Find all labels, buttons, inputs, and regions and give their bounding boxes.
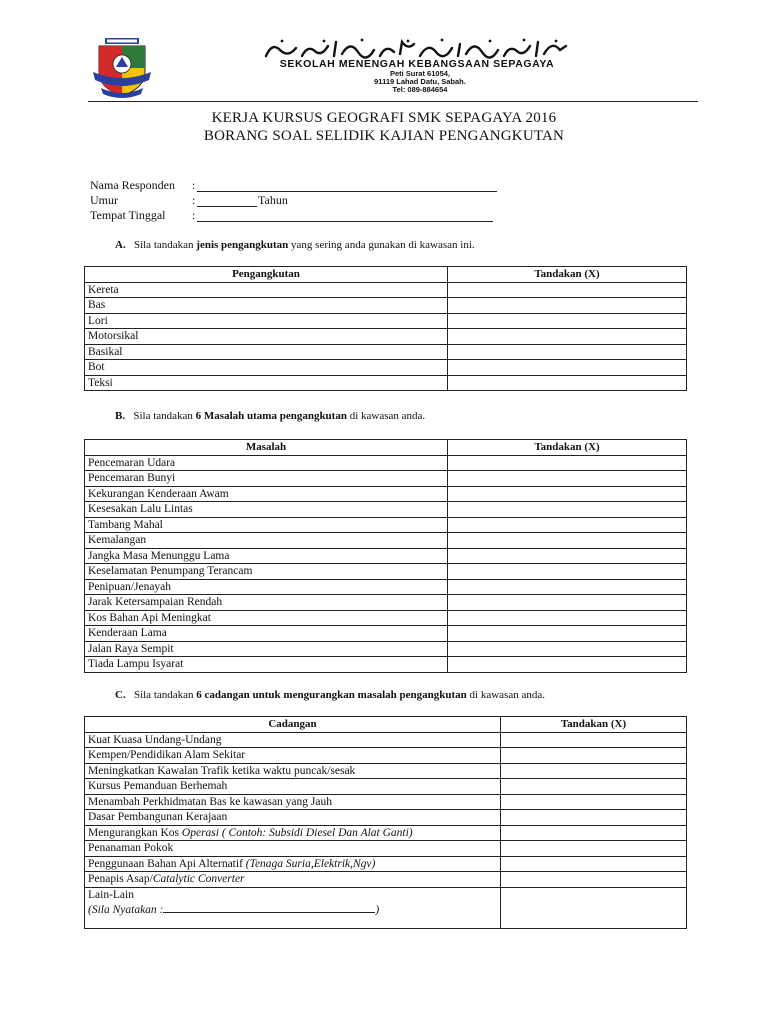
respondent-info <box>0 178 768 228</box>
table-row <box>85 810 687 826</box>
row-label <box>85 810 501 826</box>
mark-cell[interactable] <box>501 794 687 810</box>
row-label-text: Penapis Asap/ <box>88 873 153 886</box>
other-hint-close: ) <box>375 903 380 916</box>
instruction-text: di kawasan anda. <box>346 410 426 422</box>
mark-cell[interactable] <box>448 548 687 564</box>
mark-cell[interactable] <box>501 763 687 779</box>
mark-cell[interactable] <box>448 502 687 518</box>
colon: : <box>192 208 196 222</box>
instruction-text: Sila tandakan <box>133 689 197 701</box>
table-row <box>85 779 687 795</box>
row-label: Tambang Mahal <box>85 517 448 533</box>
mark-cell[interactable] <box>448 471 687 487</box>
table-row <box>85 794 687 810</box>
instruction-text: Sila tandakan <box>133 239 197 251</box>
school-phone: Tel: 089-884654 <box>392 85 448 94</box>
row-label: Keselamatan Penumpang Terancam <box>85 564 448 580</box>
table-row <box>85 486 687 502</box>
row-label: Penipuan/Jenayah <box>85 579 448 595</box>
row-label: Kekurangan Kenderaan Awam <box>85 486 448 502</box>
row-label: Tiada Lampu Isyarat <box>85 657 448 673</box>
table-row <box>85 641 687 657</box>
table-row <box>85 610 687 626</box>
row-label-italic: (Tenaga Suria,Elektrik,Ngv) <box>245 857 376 870</box>
mark-cell[interactable] <box>448 313 687 329</box>
row-label: Jangka Masa Menunggu Lama <box>85 548 448 564</box>
table-row <box>85 763 687 779</box>
mark-cell[interactable] <box>501 732 687 748</box>
table-row <box>85 298 687 314</box>
table-row <box>85 657 687 673</box>
mark-cell[interactable] <box>501 872 687 888</box>
section-letter: A. <box>115 239 126 251</box>
row-label-text: Dasar Pembangunan Kerajaan <box>88 811 228 824</box>
table-row <box>85 564 687 580</box>
row-label <box>85 887 501 928</box>
mark-cell[interactable] <box>448 375 687 391</box>
age-unit: Tahun <box>258 193 288 207</box>
instruction-emphasis: jenis pengangkutan <box>196 239 289 251</box>
mark-cell[interactable] <box>501 856 687 872</box>
mark-cell[interactable] <box>448 626 687 642</box>
row-label <box>85 841 501 857</box>
row-label: Basikal <box>85 344 448 360</box>
mark-cell[interactable] <box>448 455 687 471</box>
row-label: Bot <box>85 360 448 376</box>
row-label <box>85 748 501 764</box>
instruction-text: Sila tandakan <box>133 410 196 422</box>
mark-cell[interactable] <box>501 825 687 841</box>
row-label: Kesesakan Lalu Lintas <box>85 502 448 518</box>
column-header: Tandakan (X) <box>448 440 687 456</box>
mark-cell[interactable] <box>448 610 687 626</box>
section-b-instruction <box>115 410 425 422</box>
table-row <box>85 471 687 487</box>
instruction-emphasis: 6 cadangan untuk mengurangkan masalah pengangkutan <box>196 689 467 701</box>
mark-cell[interactable] <box>448 329 687 345</box>
instruction-text: di kawasan anda. <box>466 689 545 701</box>
mark-cell[interactable] <box>501 810 687 826</box>
transport-type-table <box>84 266 687 391</box>
table-row <box>85 626 687 642</box>
table-row <box>85 533 687 549</box>
instruction-emphasis: 6 Masalah utama pengangkutan <box>195 410 347 422</box>
table-row <box>85 329 687 345</box>
row-label: Jarak Ketersampaian Rendah <box>85 595 448 611</box>
mark-cell[interactable] <box>448 486 687 502</box>
jawi-script-banner <box>262 38 570 60</box>
row-label: Pencemaran Udara <box>85 455 448 471</box>
row-label-text: Kempen/Pendidikan Alam Sekitar <box>88 749 246 762</box>
other-hint-open: (Sila Nyatakan : <box>88 903 164 916</box>
respondent-name-label: Nama Responden <box>90 178 175 192</box>
row-label-text: Kuat Kuasa Undang-Undang <box>88 733 222 746</box>
section-c-instruction <box>115 689 545 701</box>
row-label: Kereta <box>85 282 448 298</box>
row-label-text: Kursus Pemanduan Berhemah <box>88 780 228 793</box>
column-header: Pengangkutan <box>85 267 448 283</box>
row-label <box>85 763 501 779</box>
mark-cell[interactable] <box>448 564 687 580</box>
row-label: Bas <box>85 298 448 314</box>
residence-label: Tempat Tinggal <box>90 208 166 222</box>
table-row <box>85 517 687 533</box>
section-letter: C. <box>115 689 126 701</box>
table-row <box>85 579 687 595</box>
row-label <box>85 794 501 810</box>
row-label-text: Penggunaan Bahan Api Alternatif <box>88 857 246 870</box>
row-label-text: Penanaman Pokok <box>88 842 174 855</box>
section-a-instruction <box>115 239 475 251</box>
mark-cell[interactable] <box>448 641 687 657</box>
school-name: SEKOLAH MENENGAH KEBANGSAAN SEPAGAYA <box>279 58 555 70</box>
school-crest-logo <box>91 38 153 98</box>
row-label: Pencemaran Bunyi <box>85 471 448 487</box>
row-label: Kemalangan <box>85 533 448 549</box>
form-subtitle: BORANG SOAL SELIDIK KAJIAN PENGANGKUTAN <box>203 128 565 144</box>
table-row <box>85 375 687 391</box>
mark-cell[interactable] <box>448 344 687 360</box>
row-label <box>85 779 501 795</box>
header-divider <box>88 101 698 102</box>
row-label <box>85 856 501 872</box>
row-label: Teksi <box>85 375 448 391</box>
other-specify-field[interactable] <box>163 902 375 913</box>
column-header: Cadangan <box>85 717 501 733</box>
school-address-line-1: Peti Surat 61054, <box>389 69 451 78</box>
form-title: KERJA KURSUS GEOGRAFI SMK SEPAGAYA 2016 <box>211 110 557 126</box>
table-row <box>85 282 687 298</box>
row-label: Kos Bahan Api Meningkat <box>85 610 448 626</box>
colon: : <box>192 178 196 192</box>
mark-cell[interactable] <box>448 579 687 595</box>
mark-cell[interactable] <box>448 282 687 298</box>
row-label-italic: Catalytic Converter <box>152 873 245 886</box>
table-row <box>85 732 687 748</box>
row-label <box>85 732 501 748</box>
row-label-text: Menambah Perkhidmatan Bas ke kawasan yang Jauh <box>88 795 332 808</box>
mark-cell[interactable] <box>448 360 687 376</box>
table-row <box>85 455 687 471</box>
row-label <box>85 825 501 841</box>
mark-cell[interactable] <box>448 517 687 533</box>
mark-cell[interactable] <box>501 779 687 795</box>
instruction-text: yang sering anda gunakan di kawasan ini. <box>288 239 475 251</box>
table-row <box>85 825 687 841</box>
mark-cell[interactable] <box>448 657 687 673</box>
respondent-name-field[interactable] <box>197 191 497 192</box>
table-row <box>85 872 687 888</box>
table-row <box>85 548 687 564</box>
table-row <box>85 595 687 611</box>
other-specify <box>88 902 497 917</box>
table-row <box>85 841 687 857</box>
mark-cell[interactable] <box>501 748 687 764</box>
column-header: Tandakan (X) <box>448 267 687 283</box>
other-label: Lain-Lain <box>88 888 134 901</box>
row-label-text: Meningkatkan Kawalan Trafik ketika waktu puncak/sesak <box>88 764 356 777</box>
colon: : <box>192 193 196 207</box>
row-label <box>85 872 501 888</box>
table-row <box>85 313 687 329</box>
mark-cell[interactable] <box>448 533 687 549</box>
transport-problems-table <box>84 439 687 673</box>
table-row <box>85 856 687 872</box>
row-label: Jalan Raya Sempit <box>85 641 448 657</box>
mark-cell[interactable] <box>501 887 687 928</box>
row-label: Motorsikal <box>85 329 448 345</box>
mark-cell[interactable] <box>448 298 687 314</box>
school-address-line-2: 91119 Lahad Datu, Sabah. <box>374 77 466 86</box>
residence-field[interactable] <box>197 221 493 222</box>
column-header: Tandakan (X) <box>501 717 687 733</box>
suggestions-table <box>84 716 687 929</box>
row-label: Lori <box>85 313 448 329</box>
row-label-italic: Operasi ( Contoh: Subsidi Diesel Dan Alat Ganti) <box>181 826 413 839</box>
row-label: Kenderaan Lama <box>85 626 448 642</box>
table-row <box>85 344 687 360</box>
mark-cell[interactable] <box>448 595 687 611</box>
mark-cell[interactable] <box>501 841 687 857</box>
age-label: Umur <box>90 193 118 207</box>
table-row-other <box>85 887 687 928</box>
table-row <box>85 360 687 376</box>
column-header: Masalah <box>85 440 448 456</box>
row-label-text: Mengurangkan Kos <box>88 826 182 839</box>
age-field[interactable] <box>197 206 257 207</box>
table-row <box>85 502 687 518</box>
table-row <box>85 748 687 764</box>
section-letter: B. <box>115 410 126 422</box>
